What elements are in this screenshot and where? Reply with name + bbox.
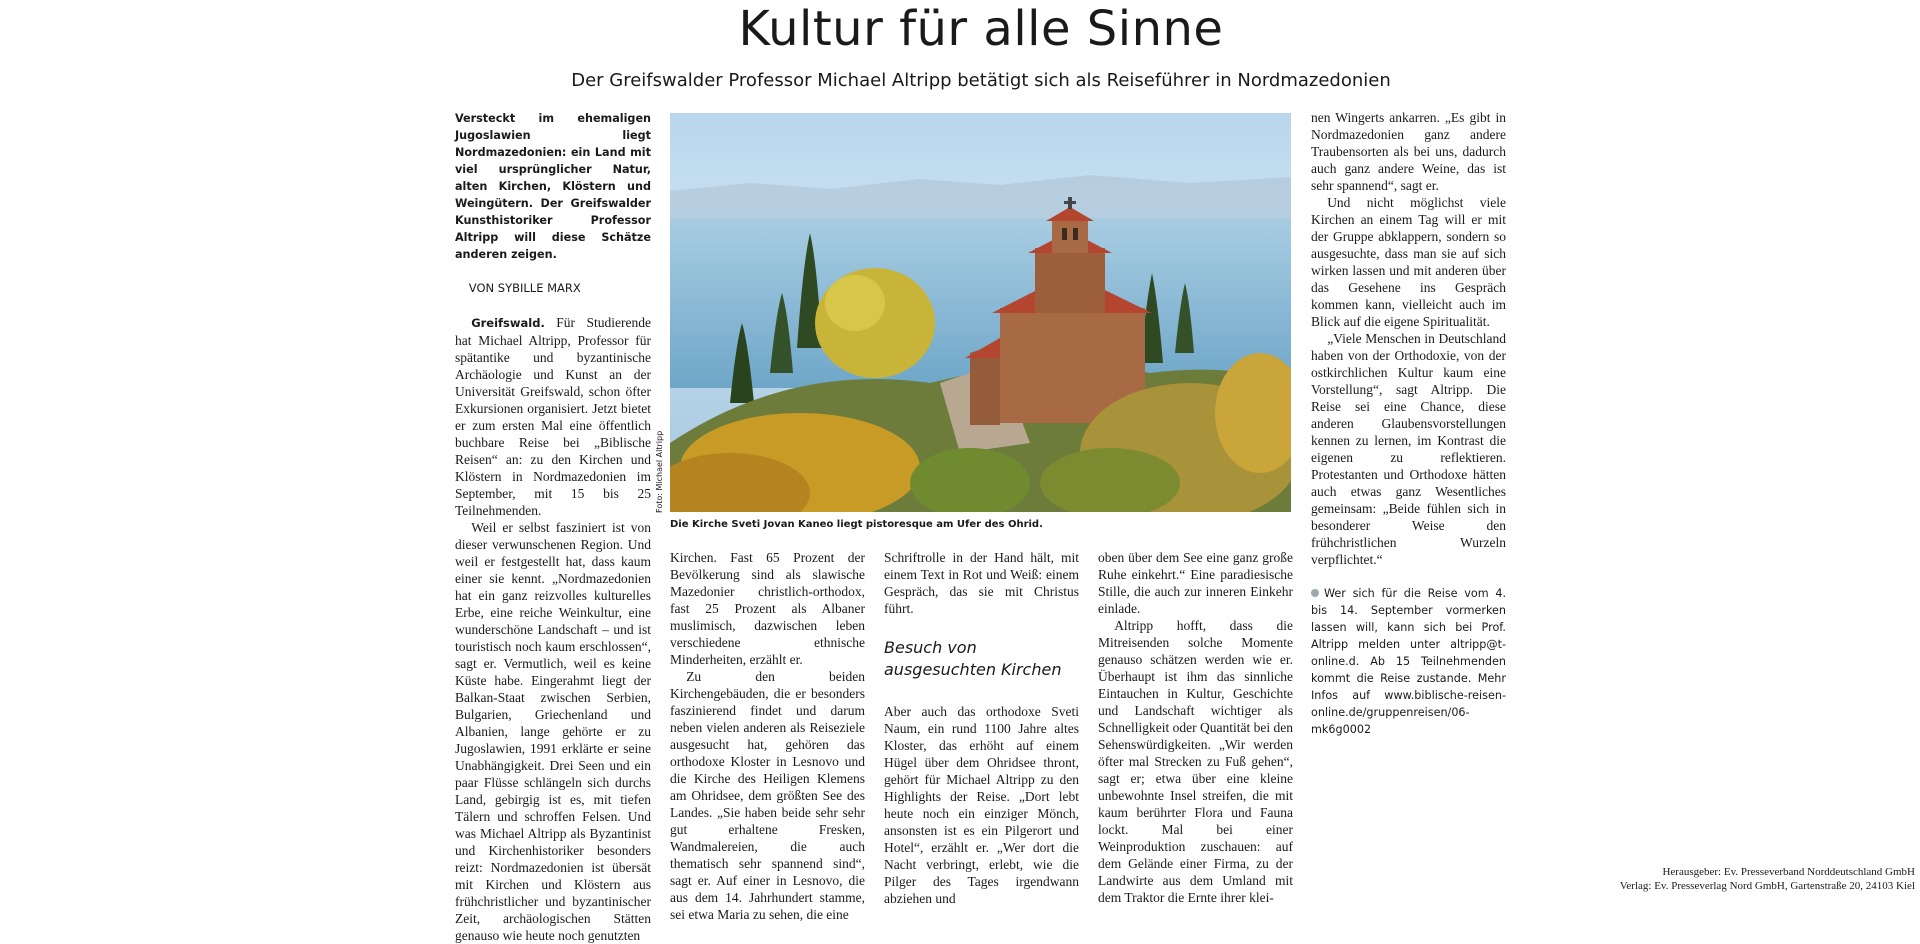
paragraph: Und nicht möglichst viele Kirchen an einem Tag will er mit der Gruppe abklappern, sondern so ausgesuchte, dass man sie auf sich wirken lassen und mit anderen über das Gesehene ins Gespräch kommen kann, vielleicht auch im Blick auf die eigene Spiritualität. (1311, 195, 1506, 329)
paragraph: nen Wingerts ankarren. „Es gibt in Nordmazedonien ganz andere Traubensorten als bei uns, dadurch auch ganz andere Weine, das ist sehr spannend“, sagt er. (1311, 110, 1506, 193)
paragraph: Kirchen. Fast 65 Prozent der Bevölkerung sind als slawische Mazedonier christlich-orthodox, fast 25 Prozent als Albaner muslimisch, dazwischen leben verschiedene ethnische Minderheiten, erzählt er. (670, 550, 865, 667)
paragraph: Schriftrolle in der Hand hält, mit einem Text in Rot und Weiß: einem Gespräch, das sie mit Christus führt. (884, 550, 1079, 616)
church-photo-image (670, 113, 1291, 512)
paragraph: Zu den beiden Kirchengebäuden, die er besonders faszinierend findet und darum neben vielen anderen als Reiseziele ausgesucht hat, gehören das orthodoxe Kloster in Lesnovo und die Kirche des Heiligen Klemens am Ohridsee, dem größten See des Landes. „Sie haben beide sehr sehr gut erhaltene Fresken, Wandmalereien, die auch thematisch sehr spannend sind“, sagt er. Auf einer in Lesnovo, die aus dem 14. Jahrhundert stamme, sei etwa Maria zu sehen, die eine (670, 669, 865, 922)
imprint-press: Verlag: Ev. Presseverlag Nord GmbH, Gartenstraße 20, 24103 Kiel (1619, 880, 1915, 892)
paragraph: Aber auch das orthodoxe Sveti Naum, ein rund 1100 Jahre altes Kloster, das erhöht auf einem Hügel über dem Ohridsee thront, gehört für Michael Altripp zu den Highlights der Reise. „Dort lebt heute noch ein einziger Mönch, ansonsten ist es ein Pilgerort und Hotel“, erzählt er. „Wer dort die Nacht verbringt, erlebt, wie die Pilger des Tages irgendwann abziehen und (884, 704, 1079, 906)
headline: Kultur für alle Sinne (738, 1, 1224, 57)
column-4 (1098, 549, 1293, 906)
subheadline: Der Greifswalder Professor Michael Altripp betätigt sich als Reiseführer in Nordmazedonien (571, 70, 1391, 91)
byline: VON SYBILLE MARX (468, 281, 581, 295)
paragraph-text: Für Studierende hat Michael Altripp, Professor für spätantike und byzantinische Archäologie und Kunst an der Universität Greifswald, schon öfter Exkursionen organisiert. Jetzt bietet er zum ersten Mal eine öffentlich buchbare Reise bei „Biblische Reisen“ an: zu den Kirchen und Klöstern in Nordmazedonien im September, mit 15 bis 25 Teilnehmenden. (455, 315, 651, 518)
column-5 (1311, 109, 1506, 568)
dateline: Greifswald. (471, 316, 545, 330)
lead-text: Versteckt im ehemaligen Jugoslawien liegt Nordmazedonien: ein Land mit viel ursprünglicher Natur, alten Kirchen, Klöstern und Weingütern. Der Greifswalder Kunsthistoriker Professor Altripp will diese Schätze anderen zeigen. (455, 112, 651, 261)
imprint (1620, 865, 1915, 893)
column-3 (884, 549, 1079, 907)
paragraph: oben über dem See eine ganz große Ruhe einkehrt.“ Eine paradiesische Stille, die auch zur inneren Einkehr einlade. (1098, 550, 1293, 616)
travel-info-text: Wer sich für die Reise vom 4. bis 14. September vormerken lassen will, kann sich bei Prof. Altripp melden unter altripp@t-online.d. Ab 15 Teilnehmenden kommt die Reise zustande. Mehr Infos auf www.biblische-reisen-online.de/gruppenreisen/06-mk6g0002 (1311, 587, 1506, 736)
bullet-dot-icon (1311, 589, 1319, 597)
paragraph: Weil er selbst fasziniert ist von dieser verwunschenen Region. Und weil er festgestellt hat, dass kaum einer sie kennt. „Nordmazedonien hat ein ganz reizvolles kulturelles Erbe, eine reiche Weinkultur, eine wunderschöne Landschaft – und ist touristisch noch kaum erschlossen“, sagt er. Vermutlich, weil es keine Küste habe. Eingerahmt liegt der Balkan-Staat zwischen Serbien, Bulgarien, Griechenland und Albanien, lange gehörte er zu Jugoslawien, 1991 erklärte er seine Unabhängigkeit. Drei Seen und ein paar Flüsse schlängeln sich durchs Land, gebirgig ist es, mit tiefen Tälern und schroffen Felsen. Und was Michael Altripp als Byzantinist und Kirchenhistoriker besonders reizt: Nordmazedonien ist übersät mit Kirchen und Klöstern aus frühchristlicher und byzantinischer Zeit, archäologischen Stätten genauso wie heute noch genutzten (455, 520, 651, 943)
imprint-publisher: Herausgeber: Ev. Presseverband Norddeutschland GmbH (1662, 866, 1915, 878)
paragraph: „Viele Menschen in Deutschland haben von der Orthodoxie, von der ostkirchlichen Kultur kaum eine Vorstellung“, sagt Altripp. Die Reise sei eine Chance, diese anderen Glaubensvorstellungen kennen zu lernen, im Kontrast die eigenen zu reflektieren. Protestanten und Orthodoxe hätten auch etwas ganz Wesentliches gemeinsam: „Beide fühlen sich in besonderer Weise den frühchristlichen Wurzeln verpflichtet.“ (1311, 331, 1506, 567)
column-2 (670, 549, 865, 923)
photo-caption: Die Kirche Sveti Jovan Kaneo liegt pistoresque am Ufer des Ohrid. (670, 519, 1043, 530)
section-subheading: Besuch von ausgesuchten Kirchen (884, 638, 1062, 679)
column-1 (455, 110, 651, 944)
church-photo (670, 113, 1291, 512)
paragraph (455, 314, 651, 519)
paragraph: Altripp hofft, dass die Mitreisenden solche Momente genauso schätzen werden wie er. Überhaupt ist ihm das sinnliche Eintauchen in Kultur, Geschichte und Landschaft wichtiger als Schnelligkeit oder Quantität bei den Sehenswürdigkeiten. „Wir werden öfter mal Strecken zu Fuß gehen“, sagt er; etwa über eine kleine unbewohnte Insel streifen, die mit kaum berührter Flora und Fauna lockt. Mal bei einer Weinproduktion zuschauen: auf dem Gelände einer Firma, zu der Landwirte aus dem Umland mit dem Traktor die Ernte ihrer klei- (1098, 618, 1293, 905)
photo-credit: Foto: Michael Altripp (655, 430, 664, 513)
travel-info-box (1311, 585, 1506, 738)
